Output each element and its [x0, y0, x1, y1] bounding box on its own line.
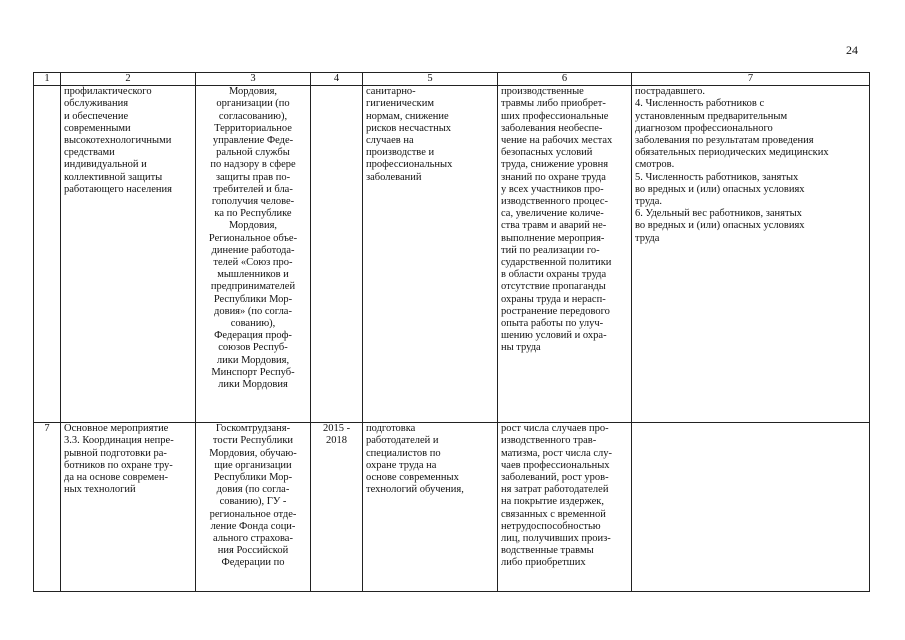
result-cell: подготовка работодателей и специалистов по охране труда на основе современных технологий обучения,: [363, 423, 498, 592]
indicators-cell: пострадавшего. 4. Численность работников с установленным предварительным диагнозом профессионального заболевания по результатам проведения обязательных периодических медицинских смотров. 5. Численность работников, занятых во вредных и (или) опасных условиях труда. 6. Удельный вес работников, занятых во вредных и (или) опасных условиях труда: [632, 86, 870, 423]
page-number: 24: [846, 43, 858, 57]
table-row: [34, 423, 870, 592]
executors-cell: Госкомтрудзаня- тости Республики Мордовия, обучаю- щие организации Республики Мор- довия (по согла- сованию), ГУ - региональное отде- ление Фонда соци- ального страхова- ния Российской Федерации по: [196, 423, 311, 592]
header-cell: 3: [196, 73, 311, 86]
header-cell: 2: [61, 73, 196, 86]
consequences-cell: рост числа случаев про- изводственного трав- матизма, рост числа слу- чаев профессиональных заболеваний, рост уров- ня затрат работодателей на покрытие издержек, связанных с временной нетрудоспособностью лиц, получивших произ- водственные травмы либо приобретших: [498, 423, 632, 592]
header-cell: 5: [363, 73, 498, 86]
row-number-cell: [34, 86, 61, 423]
table-header-row: [34, 73, 870, 86]
program-table: [33, 72, 870, 592]
header-cell: 4: [311, 73, 363, 86]
indicators-cell: [632, 423, 870, 592]
header-cell: 7: [632, 73, 870, 86]
row-number-cell: 7: [34, 423, 61, 592]
executors-cell: Мордовия, организации (по согласованию), Территориальное управление Феде- ральной службы по надзору в сфере защиты прав по- требителей и бла- гополучия челове- ка по Республике Мордовия, Региональное объе- динение работода- телей «Союз про- мышленников и предпринимателей Республики Мор- довия» (по согла- сованию), Федерация проф- союзов Респуб- лики Мордовия, Минспорт Респуб- лики Мордовия: [196, 86, 311, 423]
table-row: [34, 86, 870, 423]
period-cell: [311, 86, 363, 423]
event-cell: Основное мероприятие 3.3. Координация непре- рывной подготовки ра- ботников по охране тру- да на основе современ- ных технологий: [61, 423, 196, 592]
consequences-cell: производственные травмы либо приобрет- ших профессиональные заболевания необеспе- чение на рабочих местах безопасных условий труда, снижение уровня знаний по охране труда у всех участников про- изводственного процес- са, увеличение количе- ства травм и аварий не- выполнение мероприя- тий по реализации го- сударственной политики в области охраны труда отсутствие пропаганды охраны труда и нерасп- ространение передового опыта работы по улуч- шению условий и охра- ны труда: [498, 86, 632, 423]
event-cell: профилактического обслуживания и обеспечение современными высокотехнологичными средствами индивидуальной и коллективной защиты работающего населения: [61, 86, 196, 423]
header-cell: 1: [34, 73, 61, 86]
period-cell: 2015 - 2018: [311, 423, 363, 592]
header-cell: 6: [498, 73, 632, 86]
result-cell: санитарно- гигиеническим нормам, снижение рисков несчастных случаев на производстве и профессиональных заболеваний: [363, 86, 498, 423]
